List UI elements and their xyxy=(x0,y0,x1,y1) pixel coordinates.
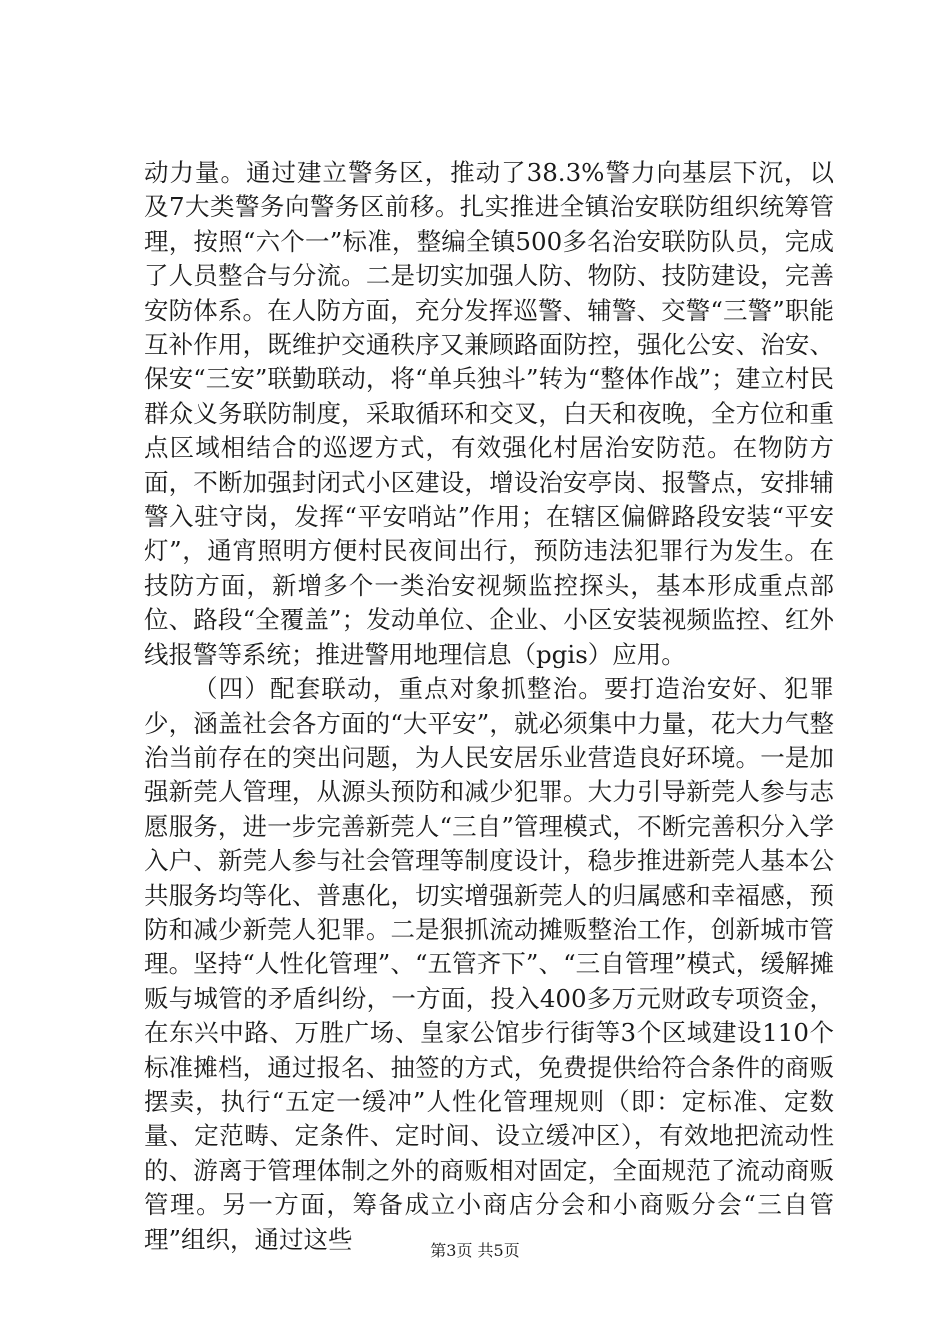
paragraph-section-four: （四）配套联动，重点对象抓整治。要打造治安好、犯罪少，涵盖社会各方面的“大平安”，就必须集中力量，花大力气整治当前存在的突出问题，为人民安居乐业营造良好环境。一是加强新莞人管理，从源头预防和减少犯罪。大力引导新莞人参与志愿服务，进一步完善新莞人“三自”管理模式，不断完善积分入学入户、新莞人参与社会管理等制度设计，稳步推进新莞人基本公共服务均等化、普惠化，切实增强新莞人的归属感和幸福感，预防和减少新莞人犯罪。二是狠抓流动摊贩整治工作，创新城市管理。坚持“人性化管理”、“五管齐下”、“三自管理”模式，缓解摊贩与城管的矛盾纠纷，一方面，投入400多万元财政专项资金，在东兴中路、万胜广场、皇家公馆步行街等3个区域建设110个标准摊档，通过报名、抽签的方式，免费提供给符合条件的商贩摆卖，执行“五定一缓冲”人性化管理规则（即：定标准、定数量、定范畴、定条件、定时间、设立缓冲区），有效地把流动性的、游离于管理体制之外的商贩相对固定，全面规范了流动商贩管理。另一方面，筹备成立小商店分会和小商贩分会“三自管理”组织，通过这些 xyxy=(144,674,834,1254)
page-footer: 第3页 共5页 xyxy=(430,1241,520,1260)
body-text xyxy=(144,156,834,1257)
paragraph-continuation: 动力量。通过建立警务区，推动了38.3%警力向基层下沉，以及7大类警务向警务区前移。扎实推进全镇治安联防组织统筹管理，按照“六个一”标准，整编全镇500多名治安联防队员，完成了人员整合与分流。二是切实加强人防、物防、技防建设，完善安防体系。在人防方面，充分发挥巡警、辅警、交警“三警”职能互补作用，既维护交通秩序又兼顾路面防控，强化公安、治安、保安“三安”联勤联动，将“单兵独斗”转为“整体作战”；建立村民群众义务联防制度，采取循环和交叉，白天和夜晚，全方位和重点区域相结合的巡逻方式，有效强化村居治安防范。在物防方面，不断加强封闭式小区建设，增设治安亭岗、报警点，安排辅警入驻守岗，发挥“平安哨站”作用；在辖区偏僻路段安装“平安灯”，通宵照明方便村民夜间出行，预防违法犯罪行为发生。在技防方面，新增多个一类治安视频监控探头，基本形成重点部位、路段“全覆盖”；发动单位、企业、小区安装视频监控、红外线报警等系统；推进警用地理信息（pgis）应用。 xyxy=(144,158,834,669)
